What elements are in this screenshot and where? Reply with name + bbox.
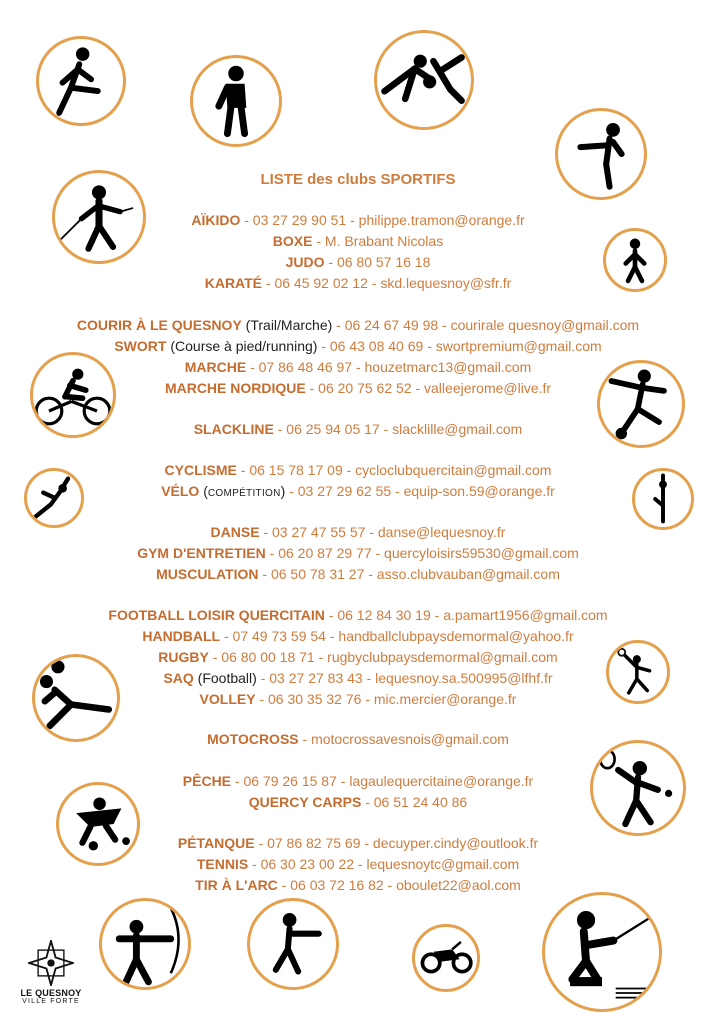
badminton-icon (606, 640, 670, 704)
dancer-icon (247, 898, 339, 990)
club-line: MARCHE - 07 86 48 46 97 - houzetmarc13@gmail.com (184, 359, 532, 375)
gymnast-icon (24, 468, 84, 528)
club-line: MARCHE NORDIQUE - 06 20 75 62 52 - valleejerome@live.fr (164, 380, 552, 396)
archery-icon (99, 898, 191, 990)
football-icon (597, 360, 685, 448)
club-line: GYM D'ENTRETIEN - 06 20 87 29 77 - quercyloisirs59530@gmail.com (137, 545, 579, 561)
club-line: JUDO - 06 80 57 16 18 (285, 254, 431, 270)
town-logo (20, 940, 82, 1005)
club-line: HANDBALL - 07 49 73 59 54 - handballclubpaysdemormal@yahoo.fr (142, 628, 574, 644)
club-line: COURIR À LE QUESNOY (Trail/Marche) - 06 24 67 49 98 - courirale quesnoy@gmail.com (76, 317, 640, 333)
motocross-icon (412, 924, 480, 992)
club-line: BOXE - M. Brabant Nicolas (272, 233, 444, 249)
club-line: FOOTBALL LOISIR QUERCITAIN - 06 12 84 30 19 - a.pamart1956@gmail.com (108, 607, 608, 623)
club-line: QUERCY CARPS - 06 51 24 40 86 (248, 794, 468, 810)
tennis-icon (590, 740, 686, 836)
judo-icon (374, 30, 474, 130)
nordic-walking-icon (52, 170, 146, 264)
runner-icon (36, 36, 126, 126)
club-line: TENNIS - 06 30 23 00 22 - lequesnoytc@gmail.com (196, 856, 520, 872)
page-title: LISTE des clubs SPORTIFS (260, 171, 456, 188)
fishing-icon (542, 892, 662, 1012)
walker-icon (603, 228, 667, 292)
cyclist-icon (30, 352, 116, 438)
club-line: MUSCULATION - 06 50 78 31 27 - asso.clubvauban@gmail.com (156, 566, 560, 582)
club-line: CYCLISME - 06 15 78 17 09 - cycloclubquercitain@gmail.com (164, 462, 552, 478)
club-line: VOLLEY - 06 30 35 32 76 - mic.mercier@orange.fr (199, 691, 517, 707)
club-line: SWORT (Course à pied/running) - 06 43 08 40 69 - swortpremium@gmail.com (114, 338, 602, 354)
volleyball-icon (32, 654, 120, 742)
club-line: MOTOCROSS - motocrossavesnois@gmail.com (207, 731, 509, 747)
club-line: PÉTANQUE - 07 86 82 75 69 - decuyper.cindy@outlook.fr (177, 835, 539, 851)
club-line: SAQ (Football) - 03 27 27 83 43 - lequesnoy.sa.500995@lfhf.fr (163, 670, 553, 686)
yoga-icon (632, 468, 694, 530)
logo-line-2: VILLE FORTE (22, 998, 80, 1005)
karate-icon (555, 108, 647, 200)
club-line: VÉLO (COMPÉTITION) - 03 27 29 62 55 - equip-son.59@orange.fr (161, 483, 555, 499)
boxer-icon (190, 55, 282, 147)
club-line: PÊCHE - 06 79 26 15 87 - lagaulequercitaine@orange.fr (182, 773, 534, 789)
star-fortress-icon (28, 940, 74, 986)
club-line: SLACKLINE - 06 25 94 05 17 - slacklille@gmail.com (193, 421, 523, 437)
club-line: AÏKIDO - 03 27 29 90 51 - philippe.tramon@orange.fr (191, 212, 525, 228)
petanque-icon (56, 782, 140, 866)
club-line: DANSE - 03 27 47 55 57 - danse@lequesnoy.fr (210, 524, 506, 540)
club-line: RUGBY - 06 80 00 18 71 - rugbyclubpaysdemormal@gmail.com (158, 649, 558, 665)
logo-line-1: LE QUESNOY (20, 988, 82, 998)
club-line: TIR À L'ARC - 06 03 72 16 82 - oboulet22@aol.com (195, 877, 521, 893)
club-line: KARATÉ - 06 45 92 02 12 - skd.lequesnoy@sfr.fr (204, 275, 512, 291)
